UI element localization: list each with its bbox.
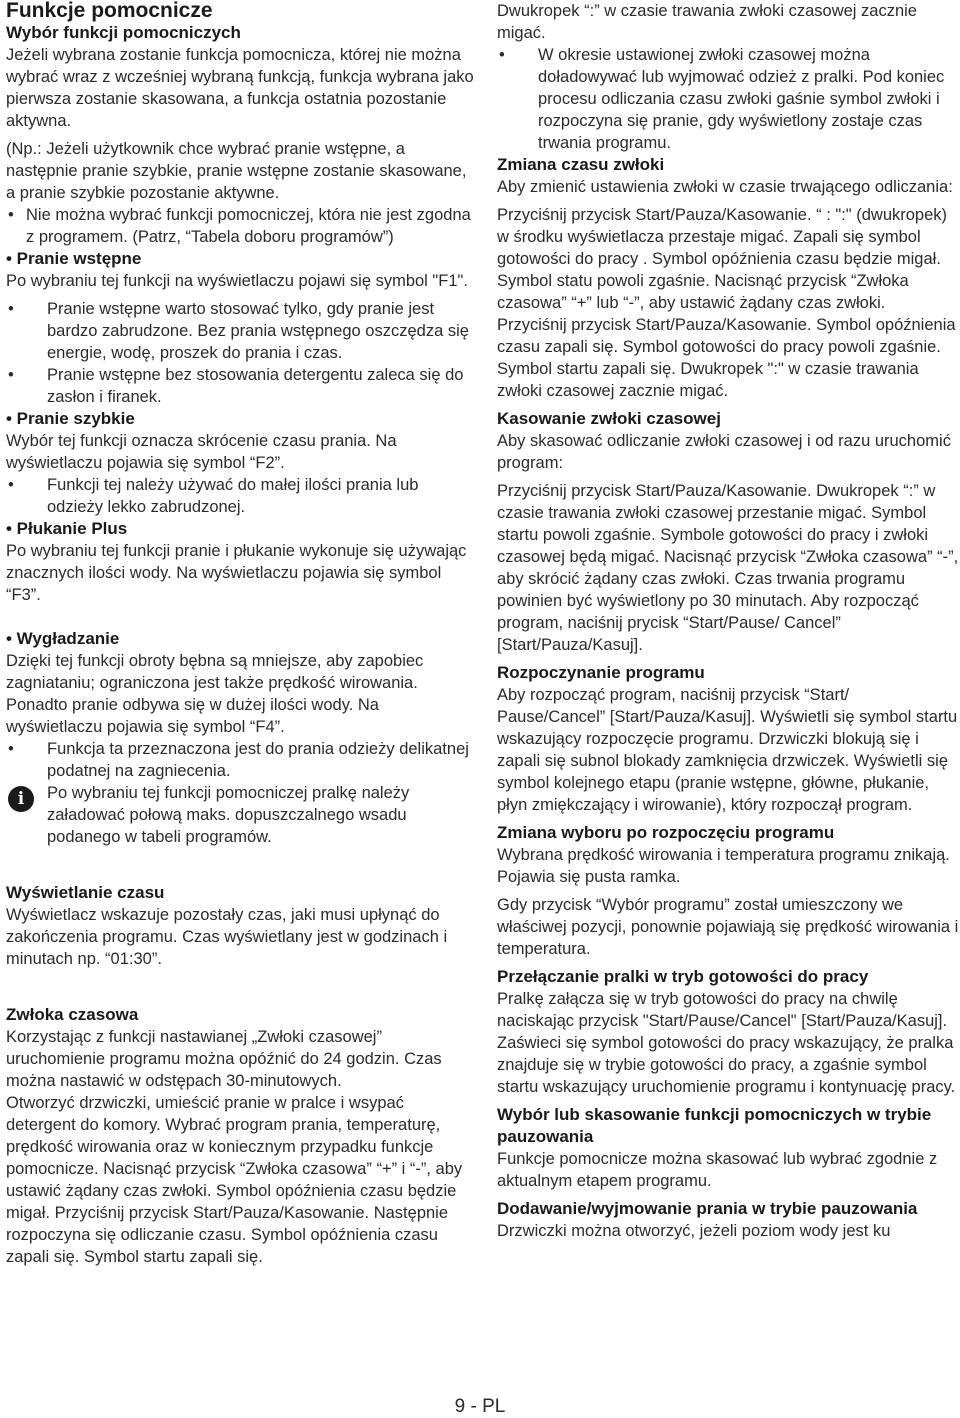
paragraph: Korzystając z funkcji nastawianej „Zwłoki czasowej” uruchomienie programu można opóźnić do 24 godzin. Czas można nastawić w odstępach 30-minutowych. xyxy=(6,1028,442,1090)
heading-rinse-plus: • Płukanie Plus xyxy=(6,519,128,538)
heading-smoothing: • Wygładzanie xyxy=(6,629,120,648)
bullet-item: • W okresie ustawionej zwłoki czasowej można doładowywać lub wyjmować odzież z pralki. Pod koniec procesu odliczania czasu zwłoki gaśnie symbol zwłoki i rozpoczyna się pranie, gdy wyświetlony zostaje czas trwania programu. xyxy=(497,44,959,154)
paragraph: Wybór tej funkcji oznacza skrócenie czasu prania. Na wyświetlaczu pojawia się symbol “F2”. xyxy=(6,432,397,472)
heading-change-selection: Zmiana wyboru po rozpoczęciu programu xyxy=(497,823,835,842)
paragraph: Gdy przycisk “Wybór programu” został umieszczony we właściwej pozycji, ponownie pojawiają się prędkość wirowania i temperatura. xyxy=(497,896,959,958)
paragraph: Przyciśnij przycisk Start/Pauza/Kasowanie. “ : ":" (dwukropek) w środku wyświetlacza przestaje migać. Zapali się symbol gotowości do pracy . Symbol opóźnienia czasu będzie migał. Symbol statu powoli zgaśnie. Nacisnąć przycisk “Zwłoka czasowa” “+” lub “-”, aby ustawić żądany czas zwłoki. Przyciśnij przycisk Start/Pauza/Kasowanie. Symbol opóźnienia czasu zapali się. Symbol gotowości do pracy powoli zgaśnie. Symbol startu zapali się. Dwukropek ":" w czasie trawania zwłoki czasowej zacznie migać. xyxy=(497,206,956,400)
paragraph: Po wybraniu tej funkcji na wyświetlaczu pojawi się symbol "F1". xyxy=(6,272,468,290)
note-incompatible: • Nie można wybrać funkcji pomocniczej, która nie jest zgodna z programem. (Patrz, “Tabela doboru programów”) xyxy=(6,204,476,248)
paragraph: Jeżeli wybrana zostanie funkcja pomocnicza, której nie można wybrać wraz z wcześniej wybraną funkcją, funkcja wybrana jako pierwsza zostanie skasowana, a funkcja ostatnia pozostanie aktywna. xyxy=(6,46,474,130)
right-column xyxy=(497,0,959,1242)
heading-standby: Przełączanie pralki w tryb gotowości do pracy xyxy=(497,967,869,986)
heading-start-program: Rozpoczynanie programu xyxy=(497,663,705,682)
heading-change-delay: Zmiana czasu zwłoki xyxy=(497,155,665,174)
paragraph: Pralkę załącza się w tryb gotowości do pracy na chwilę naciskając przycisk "Start/Pause/Cancel" [Start/Pauza/Kasuj]. Zaświeci się symbol gotowości do pracy wskazujący, że pralka znajduje się w trybie gotowości do pracy, a zgaśnie symbol startu wskazujący uruchomienie programu i kontynuację pracy. xyxy=(497,990,956,1096)
paragraph: Aby skasować odliczanie zwłoki czasowej i od razu uruchomić program: xyxy=(497,432,951,472)
bullet-item: • Funkcji tej należy używać do małej ilości prania lub odzieży lekko zabrudzonej. xyxy=(6,474,476,518)
heading-prewash: • Pranie wstępne xyxy=(6,249,142,268)
page-number: 9 - PL xyxy=(454,1396,506,1417)
heading-time-display: Wyświetlanie czasu xyxy=(6,883,165,902)
paragraph: Po wybraniu tej funkcji pranie i płukanie wykonuje się używając znacznych ilości wody. Na wyświetlaczu pojawia się symbol “F3”. xyxy=(6,542,467,604)
heading-quick-wash: • Pranie szybkie xyxy=(6,409,135,428)
paragraph: Wybrana prędkość wirowania i temperatura programu znikają. Pojawia się pusta ramka. xyxy=(497,846,950,886)
left-column xyxy=(6,0,476,1268)
bullet-item: • Funkcja ta przeznaczona jest do prania odzieży delikatnej podatnej na zagniecenia. xyxy=(6,738,476,782)
paragraph: Dwukropek “:” w czasie trawania zwłoki czasowej zacznie migać. xyxy=(497,2,917,42)
section-heading-aux-select: Wybór funkcji pomocniczych xyxy=(6,23,241,42)
heading-cancel-delay: Kasowanie zwłoki czasowej xyxy=(497,409,721,428)
paragraph: Wyświetlacz wskazuje pozostały czas, jaki musi upłynąć do zakończenia programu. Czas wyświetlany jest w godzinach i minutach np. “01:30”. xyxy=(6,906,448,968)
heading-add-laundry-pause: Dodawanie/wyjmowanie prania w trybie pauzowania xyxy=(497,1199,918,1218)
info-note xyxy=(6,782,476,848)
bullet-item: • Pranie wstępne bez stosowania detergentu zaleca się do zasłon i firanek. xyxy=(6,364,476,408)
heading-delay: Zwłoka czasowa xyxy=(6,1005,139,1024)
paragraph: Otworzyć drzwiczki, umieścić pranie w pralce i wsypać detergent do komory. Wybrać program prania, temperaturę, prędkość wirowania oraz w koniecznym przypadku funkcje pomocnicze. Nacisnąć przycisk “Zwłoka czasowa” “+” i “-”, aby ustawić żądany czas zwłoki. Symbol opóźnienia czasu będzie migał. Przyciśnij przycisk Start/Pauza/Kasowanie. Następnie rozpoczyna się odliczanie czasu. Symbol opóźnienia czasu zapali się. Symbol startu zapali się. xyxy=(6,1094,463,1266)
paragraph: Funkcje pomocnicze można skasować lub wybrać zgodnie z aktualnym etapem programu. xyxy=(497,1150,938,1190)
paragraph: Aby rozpocząć program, naciśnij przycisk “Start/ Pause/Cancel” [Start/Pauza/Kasuj]. Wyświetli się symbol startu wskazujący rozpoczęcie programu. Drzwiczki blokują się i zapali się subnol blokady zamknięcia drzwiczek. Wyświetli się symbol kolejnego etapu (pranie wstępne, główne, płukanie, płyn zmiękczający i wirowanie), który rozpoczął program. xyxy=(497,686,958,814)
paragraph: Aby zmienić ustawienia zwłoki w czasie trwającego odliczania: xyxy=(497,178,953,196)
paragraph: Drzwiczki można otworzyć, jeżeli poziom wody jest ku xyxy=(497,1222,891,1240)
info-icon: i xyxy=(8,786,34,812)
paragraph: (Np.: Jeżeli użytkownik chce wybrać pranie wstępne, a następnie pranie szybkie, pranie wstępne zostanie skasowane, a pranie szybkie pozostanie aktywne. xyxy=(6,140,467,202)
paragraph: Przyciśnij przycisk Start/Pauza/Kasowanie. Dwukropek “:” w czasie trawania zwłoki czasowej przestanie migać. Symbol startu powoli zgaśnie. Symbole gotowości do pracy i zwłoki czasowej będą migać. Nacisnąć przycisk “Zwłoka czasowa” “-”, aby skrócić żądany czas zwłoki. Czas trwania programu powinien być wyświetlony po 30 minutach. Aby rozpocząć program, naciśnij prycisk “Start/Pause/ Cancel” [Start/Pauza/Kasuj]. xyxy=(497,482,959,654)
info-note-text: Po wybraniu tej funkcji pomocniczej pralkę należy załadować połową maks. dopuszczalnego wsadu podanego w tabeli programów. xyxy=(47,784,410,846)
heading-aux-pause: Wybór lub skasowanie funkcji pomocniczych w trybie pauzowania xyxy=(497,1105,932,1146)
paragraph: Dzięki tej funkcji obroty bębna są mniejsze, aby zapobiec zagniataniu; ograniczona jest także prędkość wirowania. Ponadto pranie odbywa się w dużej ilości wody. Na wyświetlaczu pojawia się symbol “F4”. xyxy=(6,652,424,736)
bullet-item: • Pranie wstępne warto stosować tylko, gdy pranie jest bardzo zabrudzone. Bez prania wstępnego oszczędza się energie, wodę, proszek do prania i czas. xyxy=(6,298,476,364)
page-title: Funkcje pomocnicze xyxy=(6,0,213,22)
